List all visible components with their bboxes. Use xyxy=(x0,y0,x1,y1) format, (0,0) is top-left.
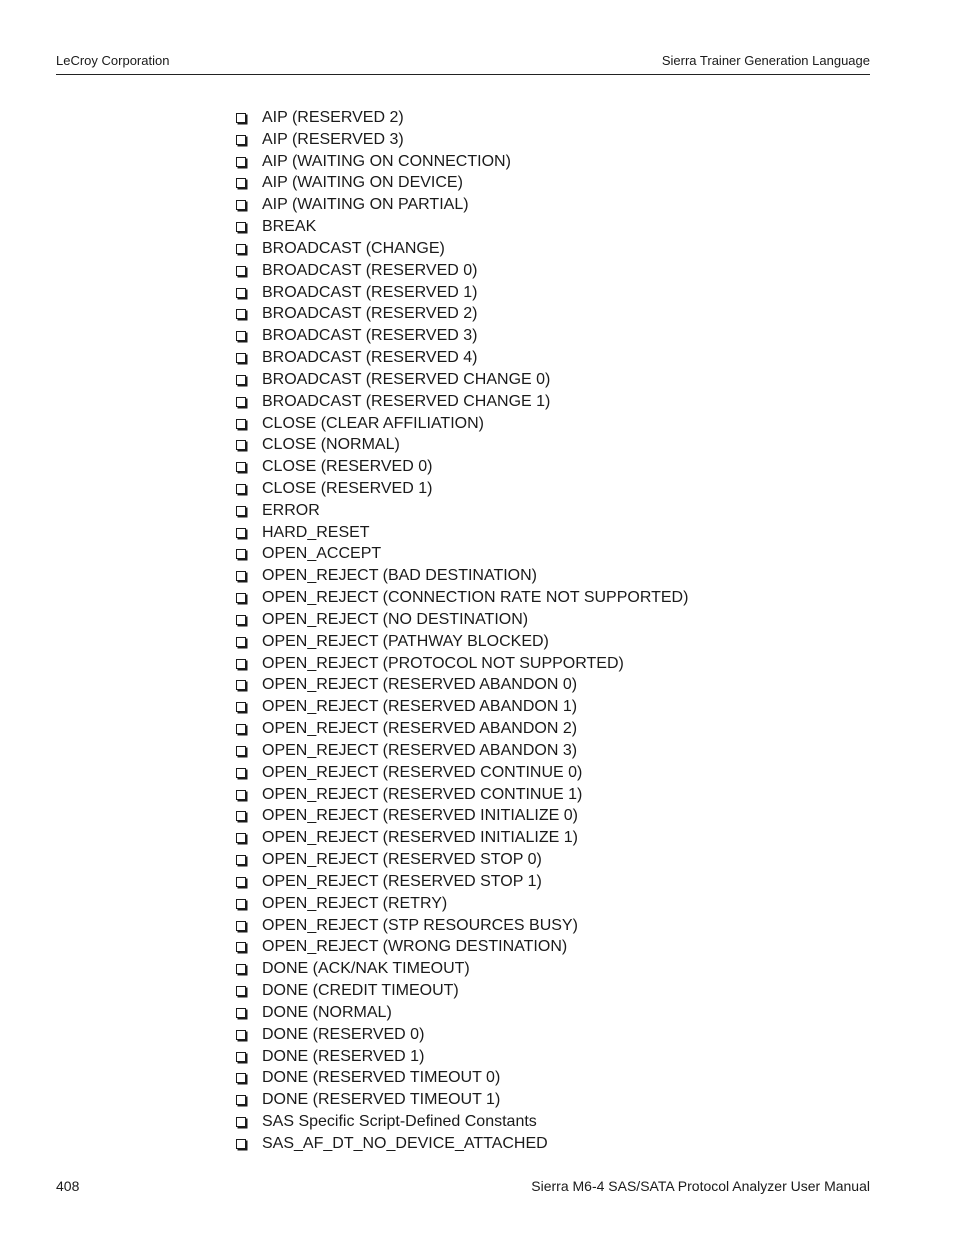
list-item xyxy=(236,1111,688,1133)
list-item xyxy=(236,456,688,478)
checkbox-icon xyxy=(236,1095,246,1105)
list-item-label: DONE (CREDIT TIMEOUT) xyxy=(262,982,459,1000)
checkbox-icon xyxy=(236,811,246,821)
list-item-label: BROADCAST (RESERVED CHANGE 1) xyxy=(262,392,551,410)
list-item-label: HARD_RESET xyxy=(262,523,370,541)
list-item xyxy=(236,936,688,958)
list-item-label: CLOSE (RESERVED 0) xyxy=(262,458,433,476)
list-item xyxy=(236,1133,688,1155)
list-item xyxy=(236,587,688,609)
list-item xyxy=(236,565,688,587)
checkbox-icon xyxy=(236,200,246,210)
checkbox-icon xyxy=(236,899,246,909)
checkbox-icon xyxy=(236,113,246,123)
list-item xyxy=(236,1002,688,1024)
checkbox-icon xyxy=(236,375,246,385)
list-item xyxy=(236,413,688,435)
checkbox-icon xyxy=(236,637,246,647)
list-item-label: BROADCAST (RESERVED 3) xyxy=(262,327,478,345)
checkbox-icon xyxy=(236,135,246,145)
checkbox-icon xyxy=(236,680,246,690)
checkbox-icon xyxy=(236,986,246,996)
checkbox-icon xyxy=(236,593,246,603)
list-item xyxy=(236,958,688,980)
list-item-label: OPEN_REJECT (RESERVED ABANDON 1) xyxy=(262,698,578,716)
header-company: LeCroy Corporation xyxy=(56,53,170,68)
list-item-label: OPEN_REJECT (PROTOCOL NOT SUPPORTED) xyxy=(262,654,624,672)
checkbox-icon xyxy=(236,659,246,669)
checkbox-icon xyxy=(236,1117,246,1127)
list-item-label: AIP (RESERVED 2) xyxy=(262,108,404,126)
checkbox-icon xyxy=(236,1073,246,1083)
checkbox-icon xyxy=(236,790,246,800)
checkbox-icon xyxy=(236,768,246,778)
checkbox-icon xyxy=(236,288,246,298)
checkbox-icon xyxy=(236,942,246,952)
list-item xyxy=(236,980,688,1002)
checkbox-icon xyxy=(236,702,246,712)
checkbox-icon xyxy=(236,833,246,843)
list-item-label: BROADCAST (RESERVED 0) xyxy=(262,261,478,279)
list-item-label: AIP (RESERVED 3) xyxy=(262,130,404,148)
list-item-label: OPEN_REJECT (RESERVED INITIALIZE 1) xyxy=(262,829,578,847)
list-item-label: OPEN_REJECT (RETRY) xyxy=(262,894,448,912)
list-item-label: DONE (RESERVED 1) xyxy=(262,1047,425,1065)
list-item xyxy=(236,522,688,544)
checkbox-icon xyxy=(236,921,246,931)
checkbox-icon xyxy=(236,484,246,494)
list-item xyxy=(236,216,688,238)
list-item xyxy=(236,129,688,151)
checkbox-icon xyxy=(236,1052,246,1062)
list-item-label: CLOSE (NORMAL) xyxy=(262,436,400,454)
list-item-label: BROADCAST (RESERVED 4) xyxy=(262,349,478,367)
list-item-label: OPEN_REJECT (RESERVED ABANDON 0) xyxy=(262,676,578,694)
checkbox-icon xyxy=(236,528,246,538)
header-section-title: Sierra Trainer Generation Language xyxy=(661,53,870,68)
checkbox-icon xyxy=(236,419,246,429)
checkbox-icon xyxy=(236,222,246,232)
list-item-label: SAS_AF_DT_NO_DEVICE_ATTACHED xyxy=(262,1134,548,1152)
list-item xyxy=(236,500,688,522)
list-item-label: AIP (WAITING ON CONNECTION) xyxy=(262,152,511,170)
list-item-label: OPEN_REJECT (RESERVED ABANDON 2) xyxy=(262,720,578,738)
checkbox-icon xyxy=(236,440,246,450)
list-item xyxy=(236,544,688,566)
list-item xyxy=(236,369,688,391)
list-item-label: OPEN_REJECT (BAD DESTINATION) xyxy=(262,567,537,585)
list-item-label: ERROR xyxy=(262,501,320,519)
checkbox-icon xyxy=(236,724,246,734)
list-item xyxy=(236,718,688,740)
checkbox-icon xyxy=(236,309,246,319)
list-item-label: SAS Specific Script-Defined Constants xyxy=(262,1113,537,1130)
list-item-label: BROADCAST (RESERVED 2) xyxy=(262,305,478,323)
checkbox-icon xyxy=(236,1030,246,1040)
checkbox-icon xyxy=(236,397,246,407)
checkbox-icon xyxy=(236,266,246,276)
checkbox-icon xyxy=(236,964,246,974)
list-item xyxy=(236,260,688,282)
page-header xyxy=(56,52,870,75)
list-item xyxy=(236,107,688,129)
list-item-label: OPEN_REJECT (PATHWAY BLOCKED) xyxy=(262,632,549,650)
list-item-label: OPEN_REJECT (RESERVED STOP 1) xyxy=(262,872,542,890)
list-item xyxy=(236,784,688,806)
list-item-label: OPEN_REJECT (RESERVED CONTINUE 1) xyxy=(262,785,583,803)
list-item-label: CLOSE (CLEAR AFFILIATION) xyxy=(262,414,484,432)
list-item-label: DONE (NORMAL) xyxy=(262,1003,392,1021)
checkbox-icon xyxy=(236,157,246,167)
list-item xyxy=(236,849,688,871)
checkbox-icon xyxy=(236,506,246,516)
list-item xyxy=(236,434,688,456)
list-item xyxy=(236,1067,688,1089)
list-item-label: OPEN_REJECT (STP RESOURCES BUSY) xyxy=(262,916,578,934)
list-item xyxy=(236,238,688,260)
list-item-label: OPEN_REJECT (RESERVED STOP 0) xyxy=(262,851,542,869)
list-item-label: OPEN_REJECT (CONNECTION RATE NOT SUPPORTED) xyxy=(262,589,689,607)
checkbox-icon xyxy=(236,244,246,254)
list-item xyxy=(236,893,688,915)
checkbox-icon xyxy=(236,877,246,887)
checkbox-icon xyxy=(236,549,246,559)
list-item xyxy=(236,631,688,653)
list-item-label: OPEN_ACCEPT xyxy=(262,545,382,563)
page-number: 408 xyxy=(56,1178,80,1194)
list-item xyxy=(236,1089,688,1111)
checkbox-icon xyxy=(236,1139,246,1149)
list-item xyxy=(236,282,688,304)
list-item xyxy=(236,653,688,675)
list-item xyxy=(236,303,688,325)
checkbox-icon xyxy=(236,615,246,625)
checkbox-icon xyxy=(236,1008,246,1018)
checkbox-icon xyxy=(236,571,246,581)
checkbox-icon xyxy=(236,331,246,341)
checkbox-icon xyxy=(236,462,246,472)
list-item-label: OPEN_REJECT (NO DESTINATION) xyxy=(262,610,529,628)
list-item xyxy=(236,325,688,347)
checkbox-icon xyxy=(236,178,246,188)
list-item-label: DONE (ACK/NAK TIMEOUT) xyxy=(262,960,470,978)
list-item-label: OPEN_REJECT (WRONG DESTINATION) xyxy=(262,938,568,956)
list-item xyxy=(236,806,688,828)
list-item xyxy=(236,347,688,369)
list-item-label: DONE (RESERVED TIMEOUT 1) xyxy=(262,1091,501,1109)
list-item-label: BREAK xyxy=(262,218,317,236)
list-item xyxy=(236,194,688,216)
list-item xyxy=(236,675,688,697)
list-item-label: CLOSE (RESERVED 1) xyxy=(262,479,433,497)
list-item-label: BROADCAST (RESERVED CHANGE 0) xyxy=(262,370,551,388)
list-item-label: DONE (RESERVED 0) xyxy=(262,1025,425,1043)
constants-list xyxy=(236,107,688,1155)
list-item xyxy=(236,1024,688,1046)
list-item xyxy=(236,609,688,631)
list-item xyxy=(236,871,688,893)
list-item xyxy=(236,391,688,413)
list-item-label: OPEN_REJECT (RESERVED ABANDON 3) xyxy=(262,741,578,759)
checkbox-icon xyxy=(236,746,246,756)
list-item-label: OPEN_REJECT (RESERVED CONTINUE 0) xyxy=(262,763,583,781)
checkbox-icon xyxy=(236,855,246,865)
list-item xyxy=(236,478,688,500)
list-item-label: BROADCAST (RESERVED 1) xyxy=(262,283,478,301)
list-item-label: BROADCAST (CHANGE) xyxy=(262,239,445,257)
list-item xyxy=(236,696,688,718)
list-item-label: AIP (WAITING ON PARTIAL) xyxy=(262,196,469,214)
list-item xyxy=(236,1046,688,1068)
checkbox-icon xyxy=(236,353,246,363)
list-item xyxy=(236,151,688,173)
list-item-label: DONE (RESERVED TIMEOUT 0) xyxy=(262,1069,501,1087)
manual-title: Sierra M6-4 SAS/SATA Protocol Analyzer User Manual xyxy=(531,1178,870,1194)
list-item xyxy=(236,740,688,762)
list-item xyxy=(236,827,688,849)
list-item xyxy=(236,172,688,194)
list-item xyxy=(236,762,688,784)
page-footer xyxy=(56,1177,870,1195)
list-item-label: AIP (WAITING ON DEVICE) xyxy=(262,174,463,192)
list-item xyxy=(236,915,688,937)
list-item-label: OPEN_REJECT (RESERVED INITIALIZE 0) xyxy=(262,807,578,825)
